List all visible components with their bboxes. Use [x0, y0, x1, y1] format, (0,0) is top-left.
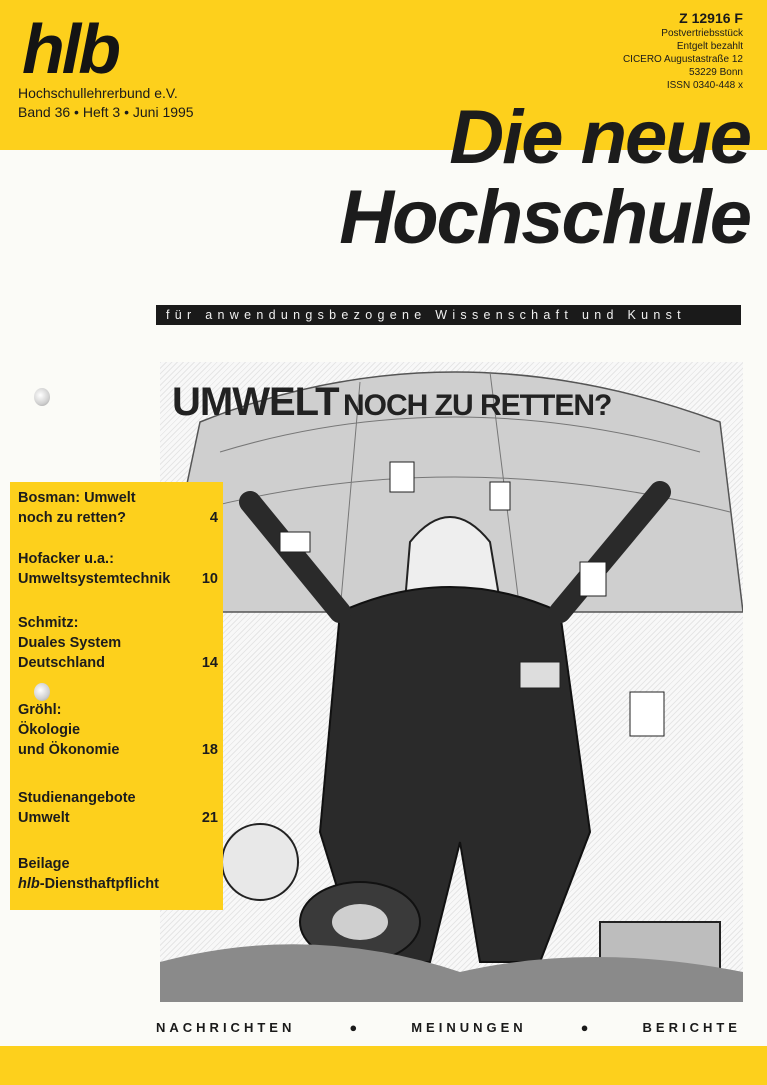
footer-separator: ●	[580, 1020, 589, 1035]
toc-line: Beilage	[18, 856, 70, 872]
tire	[332, 904, 388, 940]
debris	[520, 662, 560, 688]
toc-line: Ökologie	[18, 722, 81, 738]
toc-page-number: 14	[201, 655, 218, 671]
toc-page-number: 21	[201, 810, 218, 826]
magazine-title	[180, 95, 750, 260]
cover-headline	[172, 380, 611, 425]
headline-big: UMWELT	[172, 380, 339, 424]
toc-line: und Ökonomie	[18, 742, 120, 758]
org-name: Hochschullehrerbund e.V.	[18, 85, 178, 101]
hlb-italic: hlb	[18, 876, 40, 892]
toc-line: Duales System	[18, 635, 122, 651]
publisher-info	[623, 12, 743, 92]
debris	[390, 462, 414, 492]
toc-page-number: 10	[201, 571, 218, 587]
debris	[580, 562, 606, 596]
publisher-line: CICERO Augustastraße 12	[622, 54, 743, 65]
toc-line: Umweltsystemtechnik	[18, 571, 171, 587]
footer-word: MEINUNGEN	[411, 1020, 527, 1035]
toc-entry[interactable]	[18, 613, 218, 673]
toc-entry[interactable]	[18, 854, 218, 894]
publisher-line: Postvertriebsstück	[661, 28, 743, 39]
title-line-2: Hochschule	[339, 175, 750, 260]
toc-line: Bosman: Umwelt	[18, 490, 136, 506]
hlb-logo: hlb	[22, 10, 118, 88]
debris	[630, 692, 664, 736]
toc-entry[interactable]	[18, 700, 218, 760]
title-line-1: Die neue	[449, 95, 750, 180]
debris	[280, 532, 310, 552]
toc-entry[interactable]	[18, 549, 218, 589]
toc-line: Studienangebote	[18, 790, 136, 806]
publisher-line: Entgelt bezahlt	[676, 41, 743, 52]
masthead-info	[18, 84, 194, 122]
toc-line: Gröhl:	[18, 702, 62, 718]
postal-code: Z 12916 F	[679, 10, 743, 26]
footer-words	[156, 1020, 741, 1035]
toc-line: Hofacker u.a.:	[18, 551, 114, 567]
debris	[490, 482, 510, 510]
footer-word: NACHRICHTEN	[156, 1020, 296, 1035]
toc-line-rest: -Diensthaftpflicht	[39, 876, 159, 892]
toc-line: noch zu retten?	[18, 510, 126, 526]
toc-line	[18, 874, 218, 894]
cartoon-drawing	[160, 362, 743, 1002]
toc-page-number: 4	[209, 510, 218, 526]
debris	[222, 824, 298, 900]
toc-entry[interactable]	[18, 488, 218, 528]
headline-small: NOCH ZU RETTEN?	[343, 389, 612, 422]
publisher-line: 53229 Bonn	[689, 67, 743, 78]
cover-illustration	[160, 362, 743, 1002]
issue-line: Band 36 • Heft 3 • Juni 1995	[18, 104, 194, 120]
toc-page-number: 18	[201, 742, 218, 758]
publisher-line: ISSN 0340-448 x	[666, 80, 743, 91]
toc-entry[interactable]	[18, 788, 218, 828]
toc-line: Umwelt	[18, 810, 70, 826]
toc-line: Deutschland	[18, 655, 106, 671]
footer-separator: ●	[349, 1020, 358, 1035]
punch-hole	[34, 388, 50, 406]
toc-line: Schmitz:	[18, 615, 79, 631]
subtitle-bar: für anwendungsbezogene Wissenschaft und Kunst	[156, 305, 741, 325]
bottom-yellow-band	[0, 1046, 767, 1085]
footer-word: BERICHTE	[642, 1020, 741, 1035]
punch-hole	[34, 683, 50, 701]
